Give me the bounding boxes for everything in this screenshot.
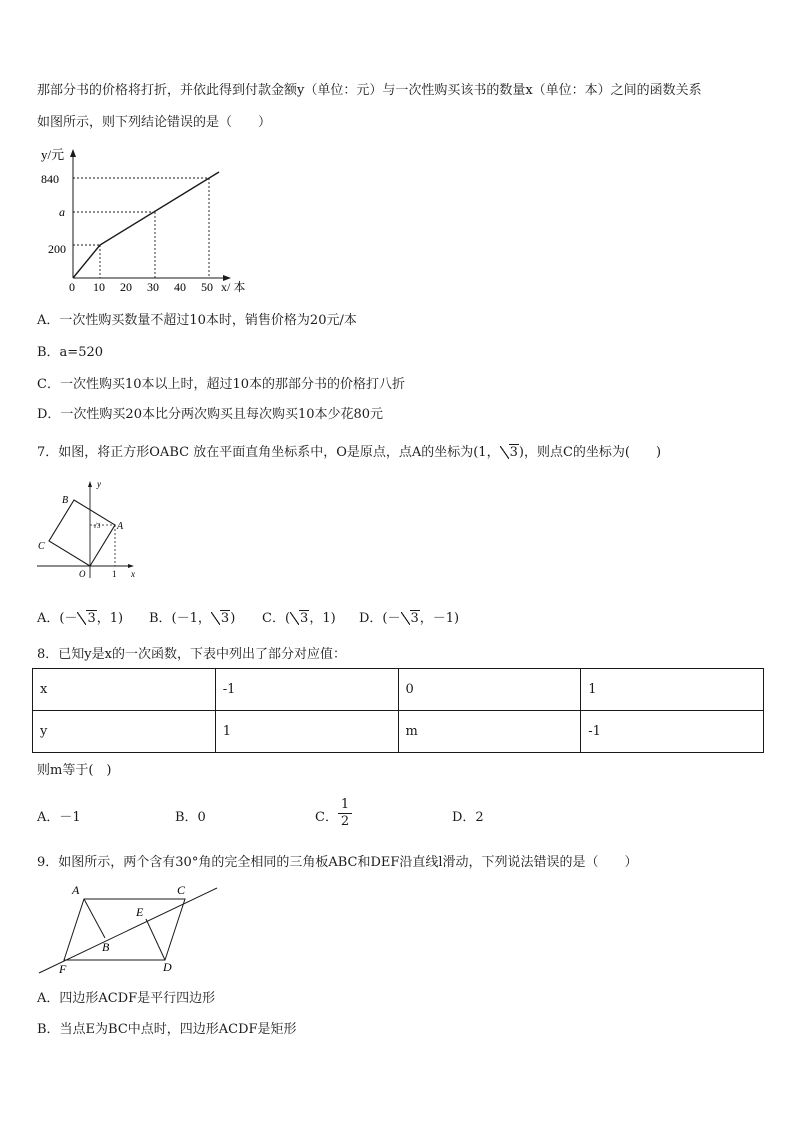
- q6-option-a: A．一次性购买数量不超过10本时，销售价格为20元/本: [37, 313, 357, 328]
- q6-y-axis-label: y/元: [41, 147, 65, 162]
- q6-y-axis-arrow: [70, 149, 76, 157]
- q6-x-tick-30: 30: [147, 280, 159, 294]
- q6-x-axis-label: x/ 本: [221, 280, 246, 294]
- fraction-denominator: 2: [338, 813, 352, 830]
- fraction-numerator: 1: [340, 797, 350, 812]
- q8-option-b: B．0: [175, 810, 206, 825]
- q6-x-tick-10: 10: [93, 280, 105, 294]
- q7-option-d: D．(－ 3，－1): [359, 611, 460, 626]
- table-cell: 1: [215, 711, 398, 753]
- q9-stem: 9．如图所示，两个含有30°角的完全相同的三角板ABC和DEF沿直线l滑动，下列说法错误的是（ ）: [37, 855, 638, 870]
- q7-label-a: A: [117, 521, 124, 532]
- q8-ask: 则m等于( ): [37, 763, 112, 778]
- table-cell: -1: [581, 711, 764, 753]
- q7-square-oabc: [49, 500, 115, 566]
- q9-segment-ab: [84, 899, 105, 938]
- q9-segment-ed: [146, 919, 165, 960]
- q6-y-tick-a: a: [59, 205, 65, 219]
- q9-label-a: A: [72, 883, 80, 897]
- table-row: [33, 669, 764, 711]
- q9-option-a: A．四边形ACDF是平行四边形: [37, 991, 216, 1006]
- q7-label-x: x: [131, 569, 135, 579]
- q6-graph: [35, 145, 265, 295]
- q7-option-a: A．(－ 3，1): [37, 611, 124, 626]
- q6-y-tick-840: 840: [41, 172, 59, 186]
- q6-x-tick-40: 40: [174, 280, 186, 294]
- q7-x-arrow: [128, 564, 134, 568]
- q6-x-tick-50: 50: [201, 280, 213, 294]
- q7-y-arrow: [88, 481, 92, 487]
- q9-parallelogram-acdf: [64, 899, 185, 960]
- intro-line-2: 如图所示，则下列结论错误的是（ ）: [37, 115, 272, 130]
- q7-stem-after: )，则点C的坐标为( ): [518, 445, 662, 460]
- q8-stem: 8．已知y是x的一次函数，下表中列出了部分对应值：: [37, 647, 346, 662]
- table-row: [33, 711, 764, 753]
- q7-label-b: B: [62, 495, 69, 506]
- q9-label-e: E: [136, 905, 144, 919]
- q7-option-b: B．(－1， 3): [149, 611, 236, 626]
- q6-y-tick-200: 200: [48, 242, 66, 256]
- q9-label-c: C: [177, 883, 186, 897]
- q8-option-d: D．2: [452, 810, 484, 825]
- intro-line-1: 那部分书的价格将打折，并依此得到付款金额y（单位：元）与一次性购买该书的数量x（单位：本）之间的函数关系: [37, 83, 702, 98]
- table-cell: 0: [398, 669, 581, 711]
- table-cell: 1: [581, 669, 764, 711]
- q6-option-d: D．一次性购买20本比分两次购买且每次购买10本少花80元: [37, 407, 384, 422]
- q6-x-tick-20: 20: [120, 280, 132, 294]
- q7-label-y: y: [97, 479, 101, 489]
- q8-table: [32, 668, 764, 753]
- q7-label-o: O: [79, 569, 86, 579]
- q7-stem-before: 7．如图，将正方形OABC 放在平面直角坐标系中，O是原点，点A的坐标为(1，: [37, 445, 500, 460]
- q9-label-b: B: [102, 940, 110, 954]
- q6-option-b: B．a=520: [37, 345, 104, 360]
- q7-label-c: C: [38, 541, 45, 552]
- q8-option-a: A．－1: [37, 810, 81, 825]
- q7-stem: [37, 444, 661, 462]
- q6-option-c: C．一次性购买10本以上时，超过10本的那部分书的价格打八折: [37, 377, 406, 392]
- q9-label-f: F: [59, 962, 67, 976]
- q7-figure: [35, 478, 145, 583]
- q8-option-c-fraction: [338, 797, 352, 830]
- table-cell: m: [398, 711, 581, 753]
- table-cell: x: [33, 669, 216, 711]
- q7-option-c: C．( 3，1): [262, 611, 336, 626]
- q7-label-one: 1: [112, 569, 117, 579]
- q6-x-tick-0: 0: [69, 280, 75, 294]
- q7-label-root3: √3: [93, 522, 101, 530]
- q9-figure: [35, 880, 225, 978]
- q9-option-b: B．当点E为BC中点时，四边形ACDF是矩形: [37, 1022, 297, 1037]
- q9-label-d: D: [163, 960, 172, 974]
- q7-stem-sqrt: 3: [500, 444, 519, 462]
- q8-option-c-prefix: C．: [315, 810, 338, 825]
- table-cell: -1: [215, 669, 398, 711]
- table-cell: y: [33, 711, 216, 753]
- q6-function-line: [73, 172, 219, 278]
